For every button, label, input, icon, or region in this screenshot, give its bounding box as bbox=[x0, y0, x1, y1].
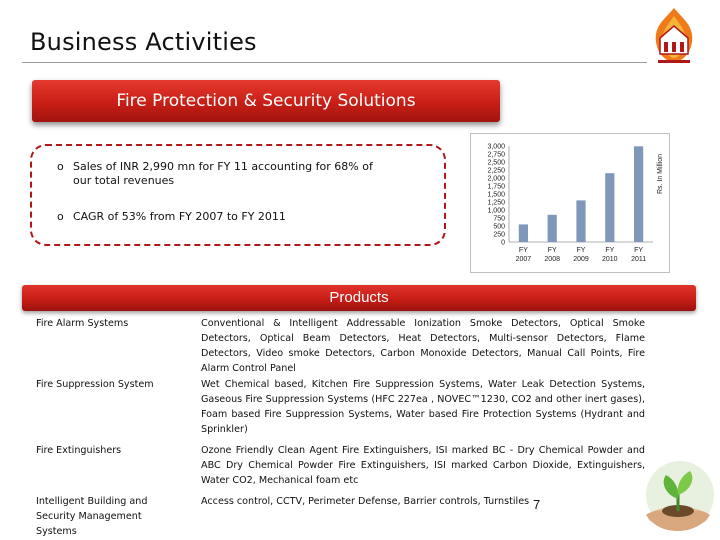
page-title: Business Activities bbox=[30, 28, 257, 56]
chart-bar bbox=[634, 146, 643, 242]
y-tick-label: 2,250 bbox=[487, 167, 505, 175]
sales-bar-chart bbox=[471, 134, 669, 272]
highlight-bullet: o CAGR of 53% from FY 2007 to FY 2011 bbox=[57, 210, 393, 224]
x-tick-label: FY bbox=[547, 247, 557, 254]
y-tick-label: 500 bbox=[493, 223, 505, 231]
y-axis-label: Rs. In Million bbox=[657, 153, 664, 195]
x-tick-label: FY bbox=[605, 247, 615, 254]
section-banner: Fire Protection & Security Solutions bbox=[32, 80, 500, 122]
product-description: Wet Chemical based, Kitchen Fire Suppression Systems, Water Leak Detection Systems, Gaseous Fire Suppression Systems (HFC 227ea , NOVEC™1230, CO2 and other inert gases), Foam based Fire Suppression Systems, Water based Fire Protection Systems (Hydrant and Sprinkler) bbox=[201, 379, 645, 435]
highlight-text: Sales of INR 2,990 mn for FY 11 accounting for 68% of our total revenues bbox=[73, 160, 373, 187]
highlight-text: CAGR of 53% from FY 2007 to FY 2011 bbox=[73, 210, 286, 223]
y-tick-label: 2,750 bbox=[487, 151, 505, 159]
chart-bar bbox=[548, 215, 557, 242]
x-tick-label: FY bbox=[518, 247, 528, 254]
y-tick-label: 2,500 bbox=[487, 159, 505, 167]
chart-bar bbox=[576, 200, 585, 242]
y-tick-label: 250 bbox=[493, 231, 505, 239]
chart-bar bbox=[519, 224, 528, 242]
page-number: 7 bbox=[533, 497, 541, 512]
x-tick-label: FY bbox=[634, 247, 644, 254]
product-description: Conventional & Intelligent Addressable Ionization Smoke Detectors, Optical Smoke Detectors, Optical Beam Detectors, Heat Detectors, Multi-sensor Detectors, Flame Detectors, Video smoke Detectors, Carbon Monoxide Detectors, Manual Call Points, Fire Alarm Control Panel bbox=[201, 318, 645, 374]
product-name: Intelligent Building and Security Management Systems bbox=[36, 496, 148, 537]
chart-bar bbox=[605, 173, 614, 242]
product-name: Fire Suppression System bbox=[36, 379, 154, 390]
x-tick-label: 2011 bbox=[631, 256, 647, 263]
y-tick-label: 1,250 bbox=[487, 199, 505, 207]
y-tick-label: 3,000 bbox=[487, 143, 505, 151]
plant-in-hands-icon bbox=[636, 455, 716, 537]
company-logo-icon bbox=[646, 6, 702, 68]
highlights-box bbox=[30, 144, 446, 246]
x-tick-label: FY bbox=[576, 247, 586, 254]
y-tick-label: 1,000 bbox=[487, 207, 505, 215]
product-description: Access control, CCTV, Perimeter Defense, Barrier controls, Turnstiles bbox=[201, 496, 530, 507]
product-name: Fire Extinguishers bbox=[36, 445, 122, 456]
y-tick-label: 1,500 bbox=[487, 191, 505, 199]
y-tick-label: 0 bbox=[501, 239, 505, 247]
y-tick-label: 750 bbox=[493, 215, 505, 223]
y-tick-label: 1,750 bbox=[487, 183, 505, 191]
title-divider bbox=[22, 62, 647, 63]
y-tick-label: 2,000 bbox=[487, 175, 505, 183]
product-description: Ozone Friendly Clean Agent Fire Extinguishers, ISI marked BC - Dry Chemical Powder and ABC Dry Chemical Powder Fire Extinguishers, ISI marked Carbon Dioxide, Extinguishers, Water CO2, Mechanical foam etc bbox=[201, 445, 645, 486]
x-tick-label: 2010 bbox=[602, 256, 618, 263]
products-header: Products bbox=[22, 285, 696, 311]
x-tick-label: 2007 bbox=[515, 256, 532, 263]
x-tick-label: 2008 bbox=[544, 256, 560, 263]
product-name: Fire Alarm Systems bbox=[36, 318, 129, 329]
sales-chart bbox=[470, 133, 670, 273]
x-tick-label: 2009 bbox=[573, 256, 589, 263]
highlight-bullet: o Sales of INR 2,990 mn for FY 11 accounting for 68% of our total revenues bbox=[57, 160, 393, 188]
